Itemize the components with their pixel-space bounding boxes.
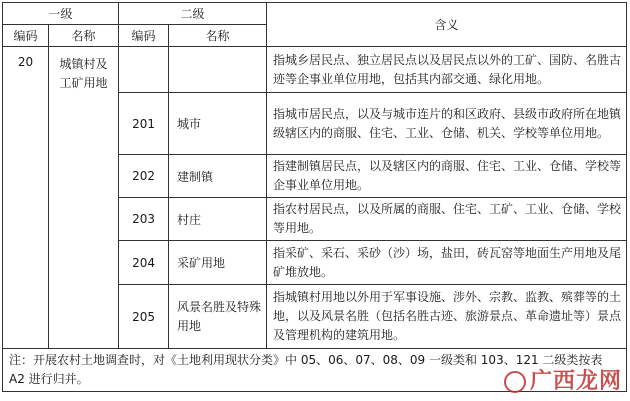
row-name: 建制镇 <box>169 155 267 198</box>
row-name: 风景名胜及特殊用地 <box>169 285 267 349</box>
table-note: 注：开展农村土地调查时，对《土地利用现状分类》中 05、06、07、08、09 一级类和 103、121 二级类按表 A2 进行归并。 <box>3 349 627 392</box>
watermark-logo-icon <box>504 371 526 393</box>
row-code: 202 <box>119 155 169 198</box>
watermark <box>504 364 622 395</box>
parent-name: 城镇村及工矿用地 <box>49 47 119 349</box>
header-meaning: 含义 <box>267 3 627 47</box>
row-code: 204 <box>119 241 169 285</box>
empty-code-cell <box>119 47 169 93</box>
header-code: 编码 <box>3 25 49 47</box>
header-name2: 名称 <box>169 25 267 47</box>
header-code2: 编码 <box>119 25 169 47</box>
row-meaning: 指城市居民点，以及与城市连片的和区政府、县级市政府所在地镇级辖区内的商服、住宅、工业、仓储、机关、学校等单位用地。 <box>267 93 627 155</box>
header-name: 名称 <box>49 25 119 47</box>
header-level1: 一级 <box>3 3 119 25</box>
row-code: 201 <box>119 93 169 155</box>
row-name: 采矿用地 <box>169 241 267 285</box>
row-meaning: 指采矿、采石、采砂（沙）场，盐田，砖瓦窑等地面生产用地及尾矿堆放地。 <box>267 241 627 285</box>
row-meaning: 指建制镇居民点，以及辖区内的商服、住宅、工业、仓储、学校等企事业单位用地。 <box>267 155 627 198</box>
row-meaning: 指农村居民点，以及所属的商服、住宅、工矿、工业、仓储、学校等用地。 <box>267 198 627 241</box>
parent-meaning: 指城乡居民点、独立居民点以及居民点以外的工矿、国防、名胜古迹等企事业单位用地，包括其内部交通、绿化用地。 <box>267 47 627 93</box>
header-level2: 二级 <box>119 3 267 25</box>
empty-name-cell <box>169 47 267 93</box>
row-meaning: 指城镇村用地以外用于军事设施、涉外、宗教、监教、殡葬等的土地，以及风景名胜（包括名胜古迹、旅游景点、革命遗址等）景点及管理机构的建筑用地。 <box>267 285 627 349</box>
row-name: 城市 <box>169 93 267 155</box>
watermark-text: 广西龙网 <box>529 369 622 394</box>
land-classification-table <box>2 2 627 392</box>
row-name: 村庄 <box>169 198 267 241</box>
row-code: 205 <box>119 285 169 349</box>
parent-code: 20 <box>3 47 49 349</box>
table-row <box>3 47 627 93</box>
row-code: 203 <box>119 198 169 241</box>
